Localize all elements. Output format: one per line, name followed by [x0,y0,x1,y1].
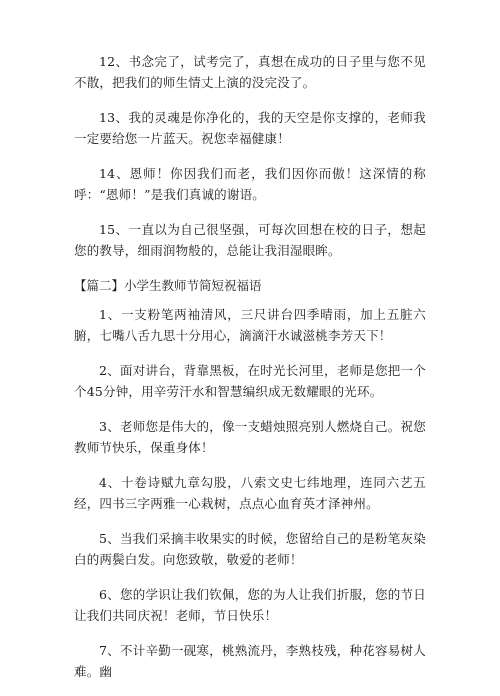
paragraph-7: 7、不计辛勤一砚寒，桃熟流丹，李熟枝残，种花容易树人难。幽 [74,643,426,679]
paragraph-3: 3、老师您是伟大的，像一支蜡烛照亮别人燃烧自己。祝您教师节快乐，保重身体！ [74,419,426,455]
section-heading: 【篇二】小学生教师节简短祝福语 [74,278,262,293]
document-content [74,51,426,696]
paragraph-14: 14、恩师！你因我们而老，我们因你而傲！这深情的称呼：“恩师！”是我们真诚的谢语。 [74,166,426,202]
paragraph-6: 6、您的学识让我们钦佩，您的为人让我们折服，您的节日让我们共同庆祝！老师，节日快乐！ [74,587,426,623]
paragraph-4: 4、十卷诗赋九章勾股，八索文史七纬地理，连同六艺五经，四书三字两雅一心栽树，点点心血育英才泽神州。 [74,475,426,511]
paragraph-13: 13、我的灵魂是你净化的，我的天空是你支撑的，老师我一定要给您一片蓝天。祝您幸福健康！ [74,110,426,146]
paragraph-1: 1、一支粉笔两袖清风，三尺讲台四季晴雨，加上五脏六腑，七嘴八舌九思十分用心，滴滴汗水诚滋桃李芳天下！ [74,307,426,343]
paragraph-12: 12、书念完了，试考完了，真想在成功的日子里与您不见不散，把我们的师生情丈上演的没完没了。 [74,54,426,90]
paragraph-2: 2、面对讲台，背靠黑板，在时光长河里，老师是您把一个个45分钟，用辛劳汗水和智慧编织成无数耀眼的光环。 [74,363,426,399]
paragraph-5: 5、当我们采摘丰收果实的时候，您留给自己的是粉笔灰染白的两鬓白发。向您致敬，敬爱的老师！ [74,531,426,567]
paragraph-15: 15、一直以为自己很坚强，可每次回想在校的日子，想起您的教导，细雨润物般的，总能让我泪湿眼眸。 [74,222,426,258]
